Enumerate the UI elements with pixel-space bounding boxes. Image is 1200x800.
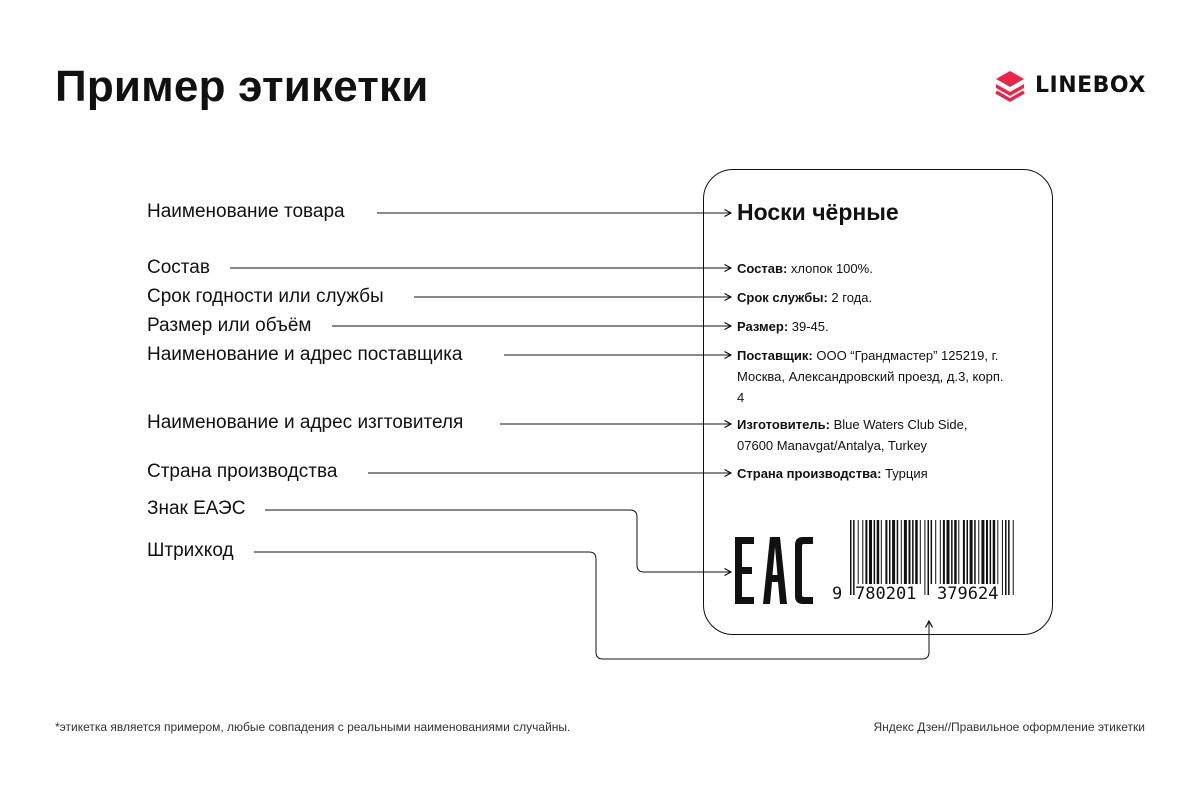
- field-value: ООО “Грандмастер” 125219, г. Москва, Александровский проезд, д.3, корп. 4: [737, 348, 1004, 405]
- field-key: Срок службы:: [737, 290, 828, 305]
- label-size: Размер или объём: [147, 315, 312, 336]
- label-eac: Знак ЕАЭС: [147, 498, 246, 519]
- field-value: Турция: [881, 466, 928, 481]
- field-key: Поставщик:: [737, 348, 813, 363]
- footnote: *этикетка является примером, любые совпадения с реальными наименованиями случайны.: [55, 720, 571, 734]
- label-shelf-life: Срок годности или службы: [147, 286, 384, 307]
- barcode-digits-group2: 379624: [937, 584, 999, 604]
- field-composition: [737, 258, 1027, 279]
- field-key: Страна производства:: [737, 466, 882, 481]
- field-key: Изготовитель:: [737, 417, 830, 432]
- field-key: Состав:: [737, 261, 788, 276]
- barcode-digit-first: 9: [832, 584, 843, 604]
- field-size: [737, 316, 1027, 337]
- label-country: Страна производства: [147, 461, 338, 482]
- field-manufacturer: [737, 414, 1002, 456]
- label-manufacturer: Наименование и адрес изгтовителя: [147, 412, 464, 433]
- label-composition: Состав: [147, 257, 210, 278]
- eac-mark-icon: [735, 537, 813, 604]
- field-value: Blue Waters Club Side, 07600 Manavgat/Antalya, Turkey: [737, 417, 968, 453]
- label-barcode: Штрихкод: [147, 540, 234, 561]
- field-country: [737, 463, 1027, 484]
- product-name: Носки чёрные: [737, 199, 899, 225]
- field-value: хлопок 100%.: [787, 261, 873, 276]
- field-key: Размер:: [737, 319, 789, 334]
- source-credit: Яндекс Дзен//Правильное оформление этикетки: [873, 720, 1145, 734]
- arrow-eac: [265, 510, 731, 572]
- field-supplier: [737, 345, 1012, 408]
- field-value: 2 года.: [827, 290, 873, 305]
- barcode-digits-group1: 780201: [855, 584, 917, 604]
- field-shelf-life: [737, 287, 1027, 308]
- field-value: 39-45.: [788, 319, 829, 334]
- brand-name: LINEBOX: [1035, 72, 1146, 98]
- page-title: Пример этикетки: [55, 62, 429, 111]
- label-supplier: Наименование и адрес поставщика: [147, 344, 463, 365]
- label-product-name: Наименование товара: [147, 201, 345, 222]
